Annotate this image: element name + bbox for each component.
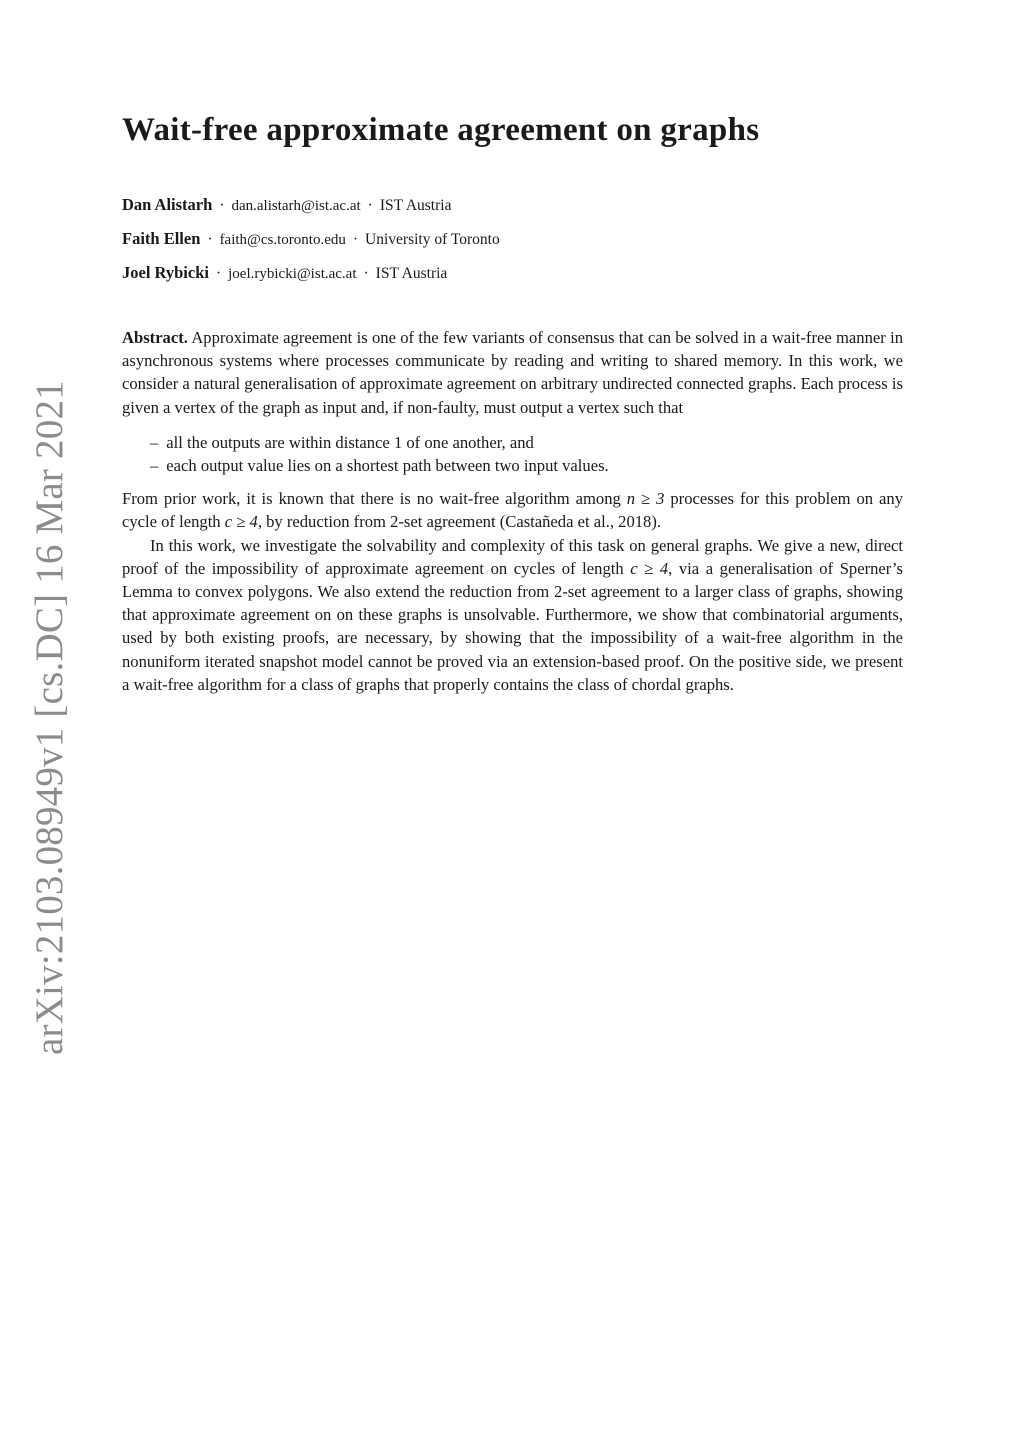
author-affiliation: IST Austria [379,197,452,214]
abstract-prior-work-paragraph [122,487,903,533]
math-expression: c ≥ 4 [630,558,669,578]
separator: · [367,197,373,214]
bullet-dash: – [150,432,159,452]
abstract-intro-text: Approximate agreement is one of the few variants of consensus that can be solved in a wait-free manner in asynchronous systems where processes communicate by reading and writing to shared memory. In this work, we consider a natural generalisation of approximate agreement on arbitrary undirected connected graphs. Each process is given a vertex of the graph as input and, if non-faulty, must output a vertex such that [122,328,904,417]
arxiv-identifier-stamp: arXiv:2103.08949v1 [cs.DC] 16 Mar 2021 [28,380,71,1055]
separator: · [363,265,369,282]
abstract-condition-list [122,431,903,477]
author-affiliation: University of Toronto [365,231,500,248]
author-line [122,194,922,228]
paragraph-text: processes for this problem on any cycle of length [122,489,903,532]
author-list [122,194,922,296]
author-email: joel.rybicki@ist.ac.at [228,266,357,282]
separator: · [219,197,225,214]
abstract-section [122,326,903,696]
author-affiliation: IST Austria [375,265,448,282]
bullet-dash: – [150,456,159,476]
separator: · [352,231,359,248]
abstract-label: Abstract. [122,328,188,347]
math-expression: c ≥ 4 [224,512,258,532]
math-expression: n ≥ 3 [626,489,665,509]
list-item [150,431,903,454]
paper-title: Wait-free approximate agreement on graphs [122,112,760,148]
list-item [150,454,903,477]
author-line [122,228,922,262]
abstract-contributions-paragraph [122,534,903,696]
author-email: dan.alistarh@ist.ac.at [231,198,361,214]
paragraph-text: , via a generalisation of Sperner’s Lemma to convex polygons. We also extend the reduction from 2-set agreement to a larger class of graphs, showing that approximate agreement on on these graphs is unsolvable. Furthermore, we show that combinatorial arguments, used by both existing proofs, are necessary, by showing that the impossibility of a wait-free algorithm in the nonuniform iterated snapshot model cannot be proved via an extension-based proof. On the positive side, we present a wait-free algorithm for a class of graphs that properly contains the class of chordal graphs. [122,558,903,694]
separator: · [207,231,213,248]
author-name: Dan Alistarh [122,195,213,214]
author-name: Joel Rybicki [122,263,209,282]
separator: · [215,265,222,282]
list-item-text: all the outputs are within distance 1 of one another, and [166,432,534,452]
paragraph-text: In this work, we investigate the solvability and complexity of this task on general graphs. We give a new, direct proof of the impossibility of approximate agreement on cycles of length [122,535,903,578]
paragraph-text: From prior work, it is known that there is no wait-free algorithm among [122,489,627,509]
author-line [122,262,922,296]
author-name: Faith Ellen [122,229,201,248]
paragraph-text: , by reduction from 2-set agreement (Castañeda et al., 2018). [257,512,662,532]
list-item-text: each output value lies on a shortest path between two input values. [166,456,609,476]
abstract-intro-paragraph [122,326,903,419]
author-email: faith@cs.toronto.edu [219,232,346,248]
